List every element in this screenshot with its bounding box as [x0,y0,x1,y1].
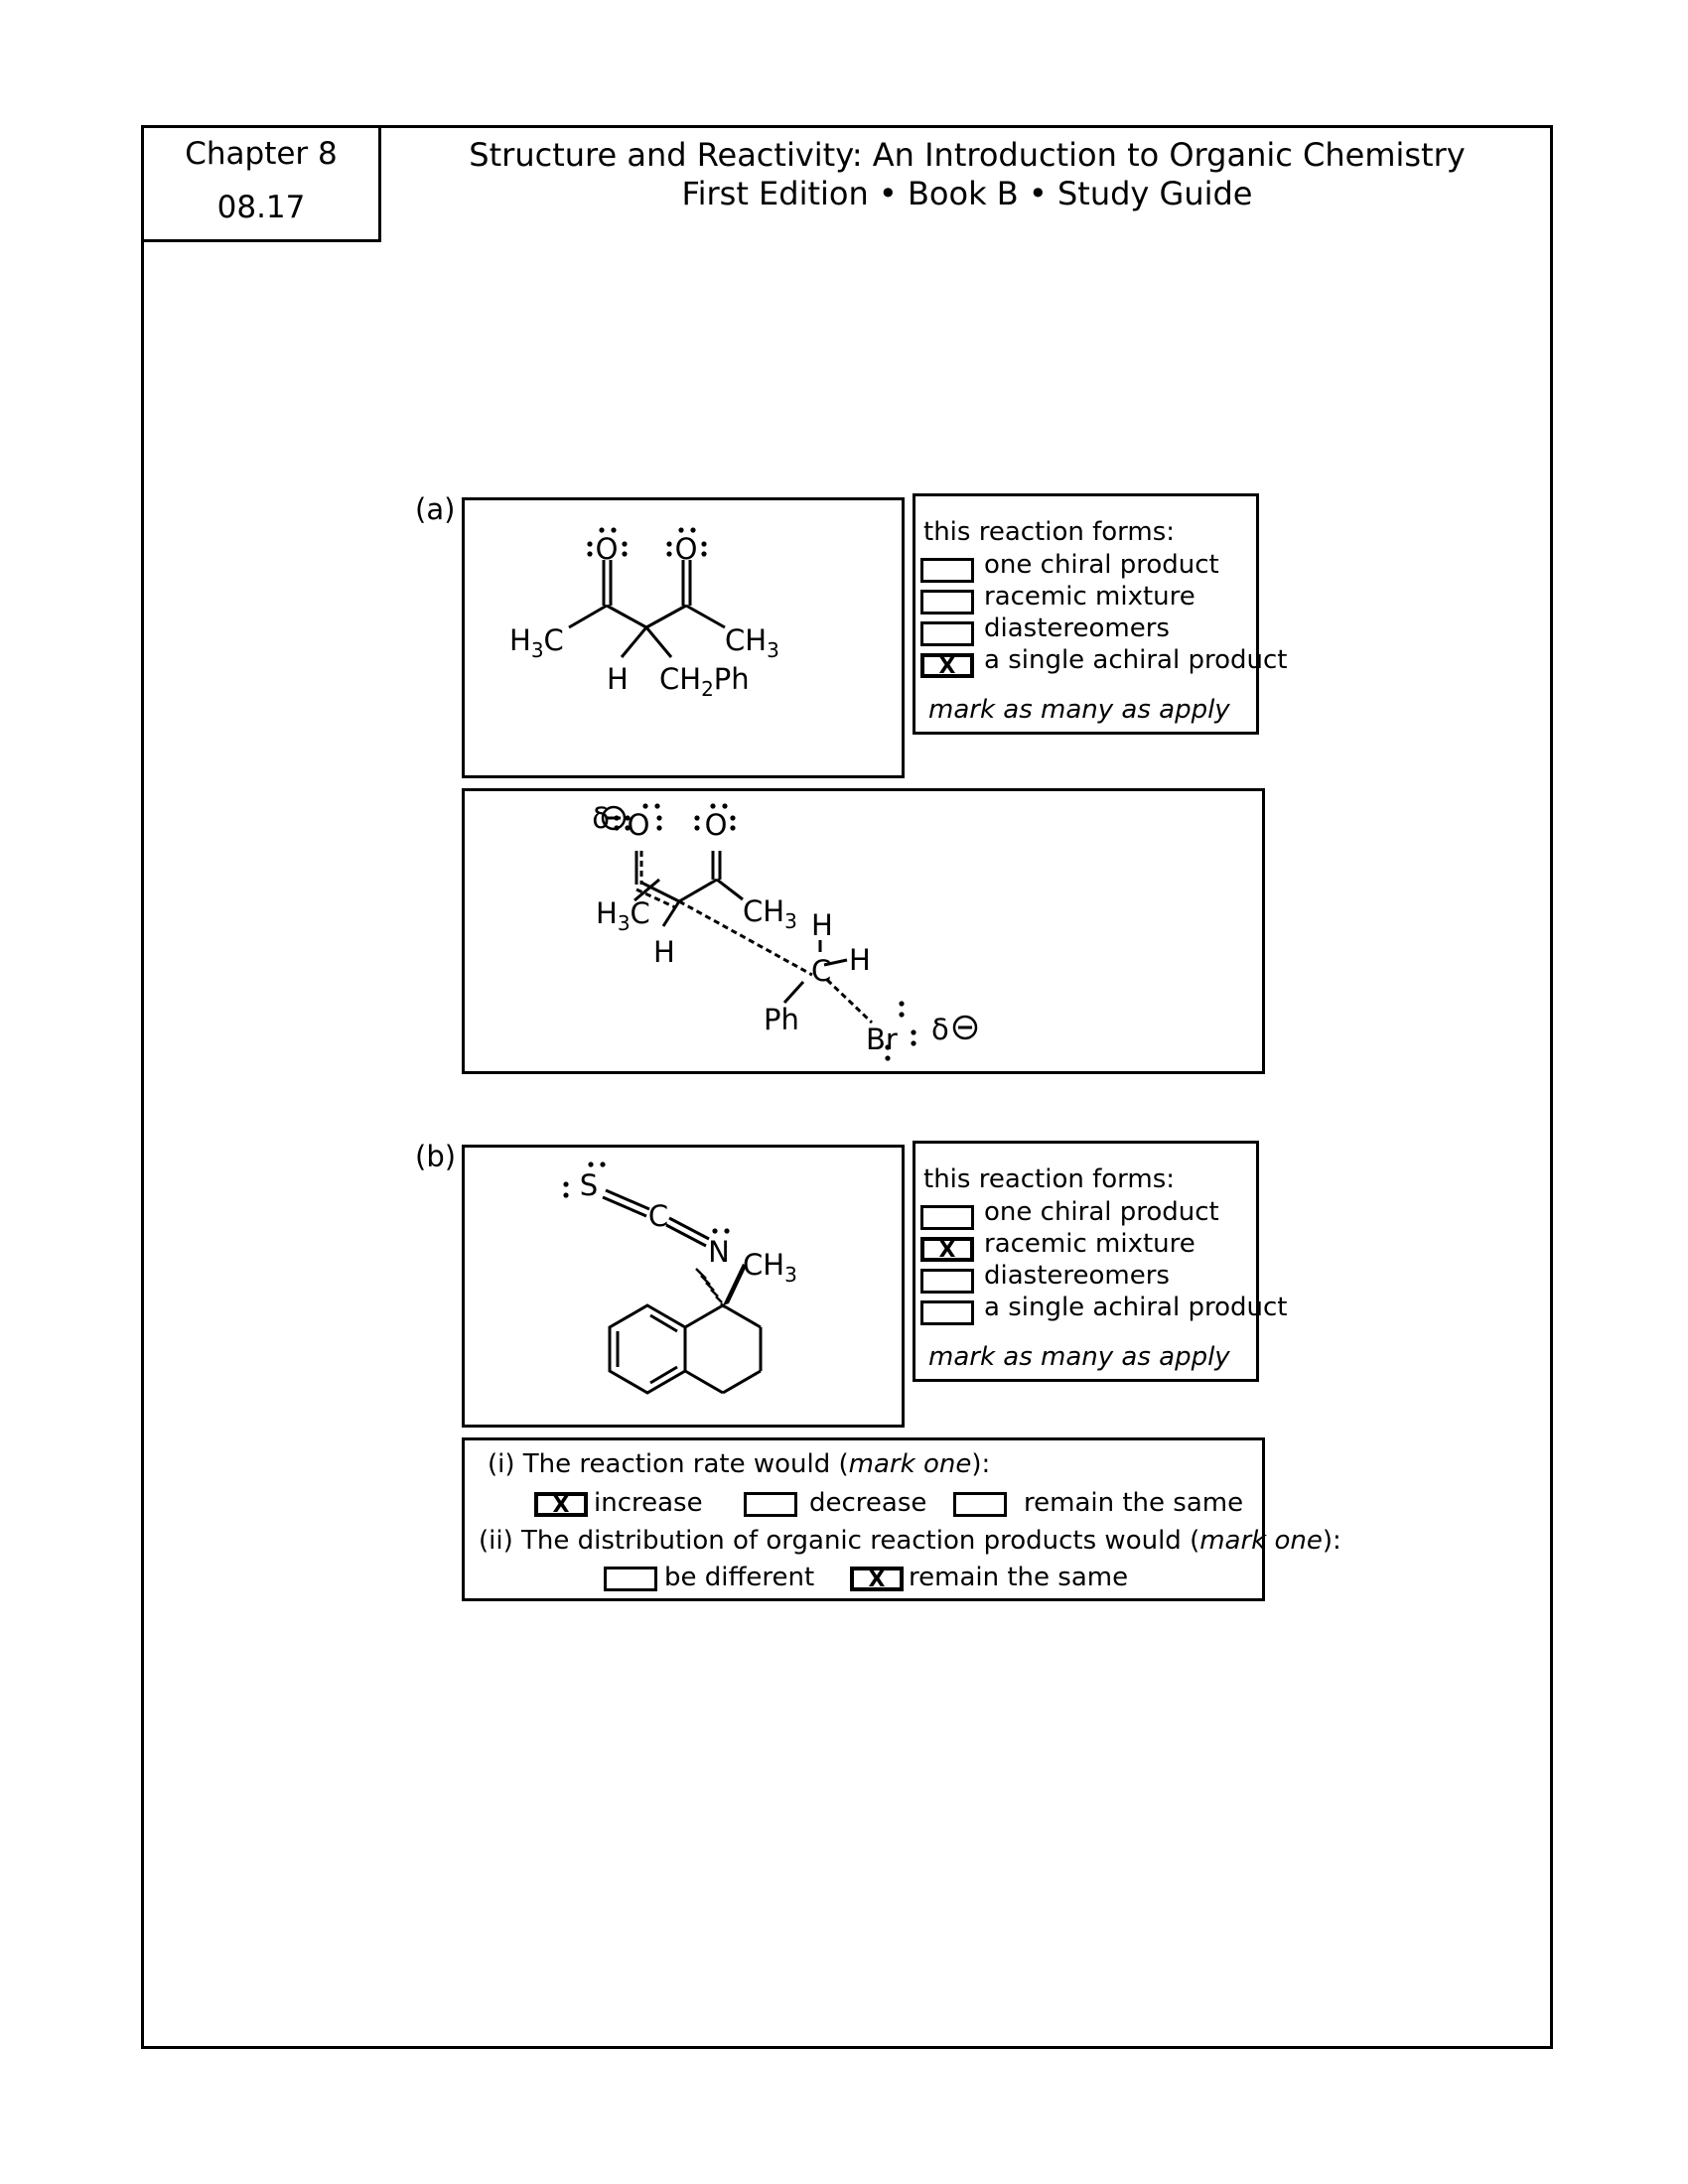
ts-alpha-hydrogen: H [653,935,675,969]
part-b-option-diastereomers: diastereomers [984,1261,1170,1291]
part-a-transition-state-box [462,788,1265,1074]
delta-label-oxygen: δ [592,801,610,835]
ts-oxygen-1: O [627,808,650,842]
section-number: 08.17 [216,190,306,225]
option-rate-same: remain the same [1024,1488,1244,1518]
part-b-checkbox-achiral[interactable] [920,1300,974,1325]
part-a-options-note: mark as many as apply [928,695,1230,725]
book-subtitle: First Edition • Book B • Study Guide [681,175,1253,212]
ts-phenyl-label: Ph [764,1003,799,1036]
book-title: Structure and Reactivity: An Introduction to Organic Chemistry [469,136,1466,174]
chapter-label: Chapter 8 [185,136,338,172]
part-b-checkbox-one-chiral[interactable] [920,1205,974,1230]
chapter-box [141,125,381,242]
nitrogen-atom-label: N [708,1235,730,1269]
part-b-label: (b) [415,1140,457,1173]
part-b-molecule-structure [465,1148,902,1425]
ts-methyl-right-label: $CH_3$ [743,894,797,933]
part-a-options-title: this reaction forms: [923,517,1176,547]
part-a-molecule-box [462,497,905,778]
option-distribution-same: remain the same [909,1563,1129,1592]
part-b-option-achiral: a single achiral product [984,1293,1288,1322]
ts-hydrogen-right: H [849,943,871,977]
part-a-molecule-structure [465,500,902,775]
checkbox-rate-same[interactable] [953,1492,1007,1517]
part-a-option-racemic: racemic mixture [984,582,1196,612]
question-product-distribution: (ii) The distribution of organic reaction products would (mark one): [479,1526,1341,1556]
part-b-options-note: mark as many as apply [928,1342,1230,1372]
sulfur-atom-label: S [579,1168,599,1202]
ts-central-carbon: C [811,954,832,988]
part-a-checkbox-racemic[interactable] [920,590,974,614]
carbonyl-oxygen-1: O [595,532,619,566]
part-b-molecule-box [462,1145,905,1428]
checkbox-distribution-same[interactable]: X [850,1567,904,1591]
methyl-left-label: $H_3C$ [509,623,564,662]
part-a-label: (a) [415,492,456,526]
transition-state-structure [465,791,1262,1071]
ts-hydrogen-top: H [811,908,833,942]
part-a-checkbox-diastereomers[interactable] [920,621,974,646]
page-frame [141,125,1553,2049]
part-b-questions-box [462,1437,1341,1601]
option-distribution-different: be different [664,1563,815,1592]
part-b-option-racemic: racemic mixture [984,1229,1196,1259]
part-b-checkbox-racemic[interactable]: X [920,1237,974,1262]
alpha-hydrogen-label: H [607,662,629,696]
checkbox-rate-increase[interactable]: X [534,1492,588,1517]
option-rate-decrease: decrease [809,1488,927,1518]
question-reaction-rate: (i) The reaction rate would (mark one): [488,1449,991,1479]
part-b-options-title: this reaction forms: [923,1164,1176,1194]
part-a-option-diastereomers: diastereomers [984,614,1170,643]
ts-oxygen-2: O [704,808,728,842]
checkbox-distribution-different[interactable] [604,1567,657,1591]
part-b-options-box [913,1141,1288,1382]
part-a-option-one-chiral: one chiral product [984,550,1219,580]
isothiocyanate-carbon-label: C [647,1199,669,1233]
ts-bromine-label: Br [866,1023,898,1056]
part-a-checkbox-achiral[interactable]: X [920,653,974,678]
delta-label-bromine: δ [931,1013,949,1046]
benzyl-group-label: $CH_2Ph$ [659,662,750,701]
option-rate-increase: increase [594,1488,703,1518]
part-a-checkbox-one-chiral[interactable] [920,558,974,583]
part-a-options-box [913,493,1288,735]
part-a-option-achiral: a single achiral product [984,645,1288,675]
methyl-right-label: $CH_3$ [725,623,779,662]
ts-methyl-left-label: $H_3C$ [596,896,650,935]
part-b-checkbox-diastereomers[interactable] [920,1269,974,1294]
methyl-group-label: $CH_3$ [743,1248,797,1287]
part-b-option-one-chiral: one chiral product [984,1197,1219,1227]
checkbox-rate-decrease[interactable] [744,1492,797,1517]
carbonyl-oxygen-2: O [674,532,698,566]
